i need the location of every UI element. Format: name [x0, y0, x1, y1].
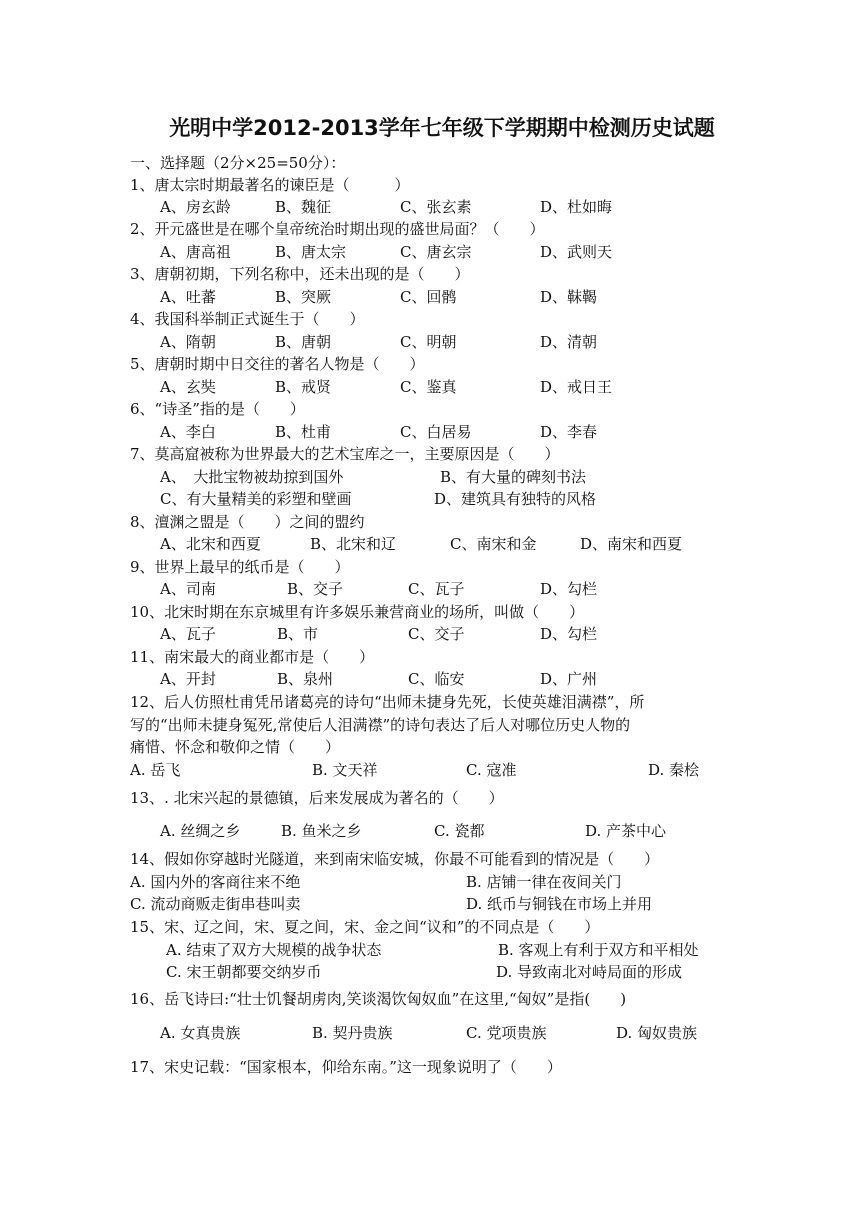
option: C. 宋王朝都要交纳岁币 [166, 963, 322, 981]
option: B、魏征 [275, 198, 332, 216]
option: A. 女真贵族 [160, 1024, 241, 1042]
option: B、突厥 [275, 288, 332, 306]
option: C、临安 [408, 670, 465, 688]
question-stem: 9、世界上最早的纸币是（ ） [130, 558, 350, 576]
question-stem-line: 写的“出师未捷身冤死,常使后人泪满襟”的诗句表达了后人对哪位历史人物的 [130, 716, 631, 734]
option: B. 鱼米之乡 [281, 822, 362, 840]
question-stem: 13、. 北宋兴起的景德镇，后来发展成为著名的（ ） [130, 789, 504, 807]
option: B. 客观上有利于双方和平相处 [498, 941, 699, 959]
question-stem: 1、唐太宗时期最著名的谏臣是（ ） [130, 176, 410, 194]
option: B. 契丹贵族 [312, 1024, 393, 1042]
question-stem: 6、“诗圣”指的是（ ） [130, 400, 305, 418]
option: B、杜甫 [275, 423, 332, 441]
option: A、 大批宝物被劫掠到国外 [160, 468, 344, 486]
option: C. 流动商贩走街串巷叫卖 [130, 895, 301, 913]
exam-title: 光明中学2012-2013学年七年级下学期期中检测历史试题 [169, 116, 715, 140]
question-stem: 4、我国科举制正式诞生于（ ） [130, 310, 365, 328]
option: A、开封 [160, 670, 216, 688]
option: C、回鹘 [400, 288, 457, 306]
option: B. 店铺一律在夜间关门 [466, 873, 622, 891]
option: D、武则天 [540, 243, 613, 261]
option: D、建筑具有独特的风格 [434, 490, 597, 508]
option: D、李春 [540, 423, 598, 441]
option: C、白居易 [400, 423, 472, 441]
option: B、交子 [287, 580, 344, 598]
option: C. 寇准 [466, 761, 517, 779]
question-stem: 10、北宋时期在东京城里有许多娱乐兼营商业的场所，叫做（ ） [130, 603, 585, 621]
option: C. 党项贵族 [466, 1024, 547, 1042]
option: A、李白 [160, 423, 216, 441]
option: A、司南 [160, 580, 216, 598]
option: D、杜如晦 [540, 198, 613, 216]
question-stem: 7、莫高窟被称为世界最大的艺术宝库之一，主要原因是（ ） [130, 445, 560, 463]
option: D. 导致南北对峙局面的形成 [496, 963, 683, 981]
option: D、勾栏 [540, 580, 598, 598]
option: D、靺鞨 [540, 288, 598, 306]
option: A. 岳飞 [130, 761, 181, 779]
option: C、南宋和金 [450, 535, 537, 553]
option: A、唐高祖 [160, 243, 231, 261]
option: C、瓦子 [408, 580, 465, 598]
option: C、交子 [408, 625, 465, 643]
option: B. 文天祥 [312, 761, 378, 779]
option: C. 瓷都 [434, 822, 485, 840]
question-stem-line: 12、后人仿照杜甫凭吊诸葛亮的诗句“出师未捷身先死，长使英雄泪满襟”，所 [130, 693, 645, 711]
question-stem: 16、岳飞诗曰:“壮士饥餐胡虏肉,笑谈渴饮匈奴血”在这里,“匈奴”是指( ) [130, 990, 627, 1008]
option: D. 产茶中心 [585, 822, 667, 840]
option: B、市 [277, 625, 319, 643]
option: C、有大量精美的彩塑和壁画 [160, 490, 352, 508]
question-stem: 5、唐朝时期中日交往的著名人物是（ ） [130, 355, 425, 373]
option: C、唐玄宗 [400, 243, 472, 261]
question-stem: 17、宋史记载：“国家根本，仰给东南。”这一现象说明了（ ） [130, 1058, 562, 1076]
option: D. 纸币与铜钱在市场上并用 [466, 895, 653, 913]
option: D、勾栏 [540, 625, 598, 643]
option: B、唐朝 [275, 333, 332, 351]
option: A、瓦子 [160, 625, 216, 643]
option: A、玄奘 [160, 378, 216, 396]
option: A. 结束了双方大规模的战争状态 [166, 941, 382, 959]
option: B、戒贤 [275, 378, 332, 396]
question-stem: 2、开元盛世是在哪个皇帝统治时期出现的盛世局面？（ ） [130, 220, 545, 238]
option: D、戒日王 [540, 378, 613, 396]
option: D. 秦桧 [648, 761, 700, 779]
option: C、明朝 [400, 333, 457, 351]
option: A. 国内外的客商往来不绝 [130, 873, 301, 891]
option: A、北宋和西夏 [160, 535, 261, 553]
option: B、北宋和辽 [310, 535, 397, 553]
option: B、有大量的碑刻书法 [440, 468, 587, 486]
option: C、张玄素 [400, 198, 472, 216]
option: A. 丝绸之乡 [160, 822, 241, 840]
question-stem: 14、假如你穿越时光隧道，来到南宋临安城，你最不可能看到的情况是（ ） [130, 850, 660, 868]
option: D、广州 [540, 670, 598, 688]
question-stem: 11、南宋最大的商业都市是（ ） [130, 648, 375, 666]
option: A、吐蕃 [160, 288, 216, 306]
option: A、隋朝 [160, 333, 216, 351]
option: D. 匈奴贵族 [616, 1024, 698, 1042]
option: A、房玄龄 [160, 198, 231, 216]
question-stem-line: 痛惜、怀念和敬仰之情（ ） [130, 738, 341, 756]
question-stem: 3、唐朝初期，下列名称中，还未出现的是（ ） [130, 265, 470, 283]
option: B、泉州 [277, 670, 334, 688]
option: D、南宋和西夏 [580, 535, 683, 553]
option: C、鉴真 [400, 378, 457, 396]
section-heading: 一、选择题（2分×25=50分）： [130, 154, 346, 172]
option: D、清朝 [540, 333, 598, 351]
question-stem: 15、宋、辽之间，宋、夏之间，宋、金之间“议和”的不同点是（ ） [130, 918, 600, 936]
option: B、唐太宗 [275, 243, 347, 261]
question-stem: 8、澶渊之盟是（ ）之间的盟约 [130, 513, 365, 531]
